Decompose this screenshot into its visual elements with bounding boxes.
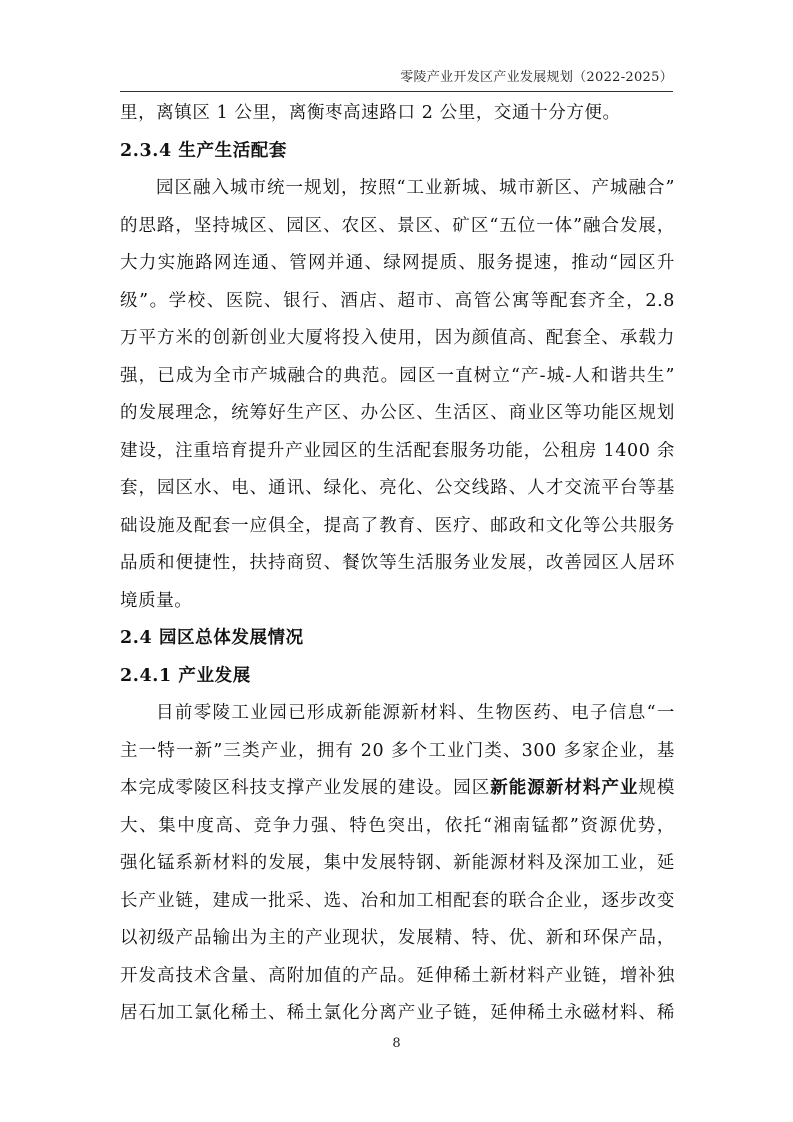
paragraph-supporting-facilities [120, 170, 675, 620]
text-line: 强化锰系新材料的发展，集中发展特钢、新能源材料及深加工业，延 [120, 853, 675, 873]
text-line: 大、集中度高、竞争力强、特色突出，依托“湘南锰都”资源优势， [120, 815, 675, 836]
text-line: 开发高技术含量、高附加值的产品。延伸稀土新材料产业链，增补独 [120, 965, 675, 986]
text-line: 的思路，坚持城区、园区、农区、景区、矿区“五位一体”融合发展， [120, 215, 675, 236]
page-header: 零陵产业开发区产业发展规划（2022-2025） [400, 70, 673, 85]
text-line: 目前零陵工业园已形成新能源新材料、生物医药、电子信息“一 [156, 703, 675, 723]
text-line: 长产业链，建成一批采、选、冶和加工相配套的联合企业，逐步改变 [120, 890, 675, 911]
paragraph-continuation: 里，离镇区 1 公里，离衡枣高速路口 2 公里，交通十分方便。 [120, 103, 621, 123]
text-line: 主一特一新”三类产业，拥有 20 多个工业门类、300 多家企业，基 [120, 740, 675, 761]
text-line: 居石加工氯化稀土、稀土氯化分离产业子链，延伸稀土永磁材料、稀 [120, 1003, 675, 1023]
text-line: 的发展理念，统筹好生产区、办公区、生活区、商业区等功能区规划 [120, 403, 675, 423]
text-line: 境质量。 [120, 590, 193, 611]
text-line: 础设施及配套一应俱全，提高了教育、医疗、邮政和文化等公共服务 [120, 515, 675, 536]
text-line: 级”。学校、医院、银行、酒店、超市、高管公寓等配套齐全，2.8 [120, 290, 675, 311]
text-line: 品质和便捷性，扶持商贸、餐饮等生活服务业发展，改善园区人居环 [120, 553, 675, 573]
text-span: 规模 [638, 778, 675, 798]
bold-industry-name: 新能源新材料产业 [490, 778, 639, 798]
text-line: 万平方米的创新创业大厦将投入使用，因为颜值高、配套全、承载力 [120, 328, 675, 348]
text-line [120, 770, 675, 808]
section-heading-2-4-1: 2.4.1 产业发展 [120, 665, 251, 686]
text-line: 大力实施路网连通、管网并通、绿网提质、服务提速，推动“园区升 [120, 253, 675, 273]
section-heading-2-4: 2.4 园区总体发展情况 [120, 628, 304, 648]
header-rule [120, 91, 673, 92]
document-body [120, 95, 675, 1033]
page-number: 8 [392, 1036, 401, 1051]
text-span: 本完成零陵区科技支撑产业发展的建设。园区 [120, 778, 491, 798]
text-line: 园区融入城市统一规划，按照“工业新城、城市新区、产城融合” [156, 178, 675, 198]
text-line: 建设，注重培育提升产业园区的生活配套服务功能，公租房 1400 余 [120, 440, 675, 461]
text-line: 以初级产品输出为主的产业现状，发展精、特、优、新和环保产品， [120, 928, 675, 948]
paragraph-industry-development [120, 695, 675, 1033]
text-line: 套，园区水、电、通讯、绿化、亮化、公交线路、人才交流平台等基 [120, 478, 675, 498]
text-line: 强，已成为全市产城融合的典范。园区一直树立“产-城-人和谐共生” [120, 365, 675, 386]
section-heading-2-3-4: 2.3.4 生产生活配套 [120, 140, 288, 161]
